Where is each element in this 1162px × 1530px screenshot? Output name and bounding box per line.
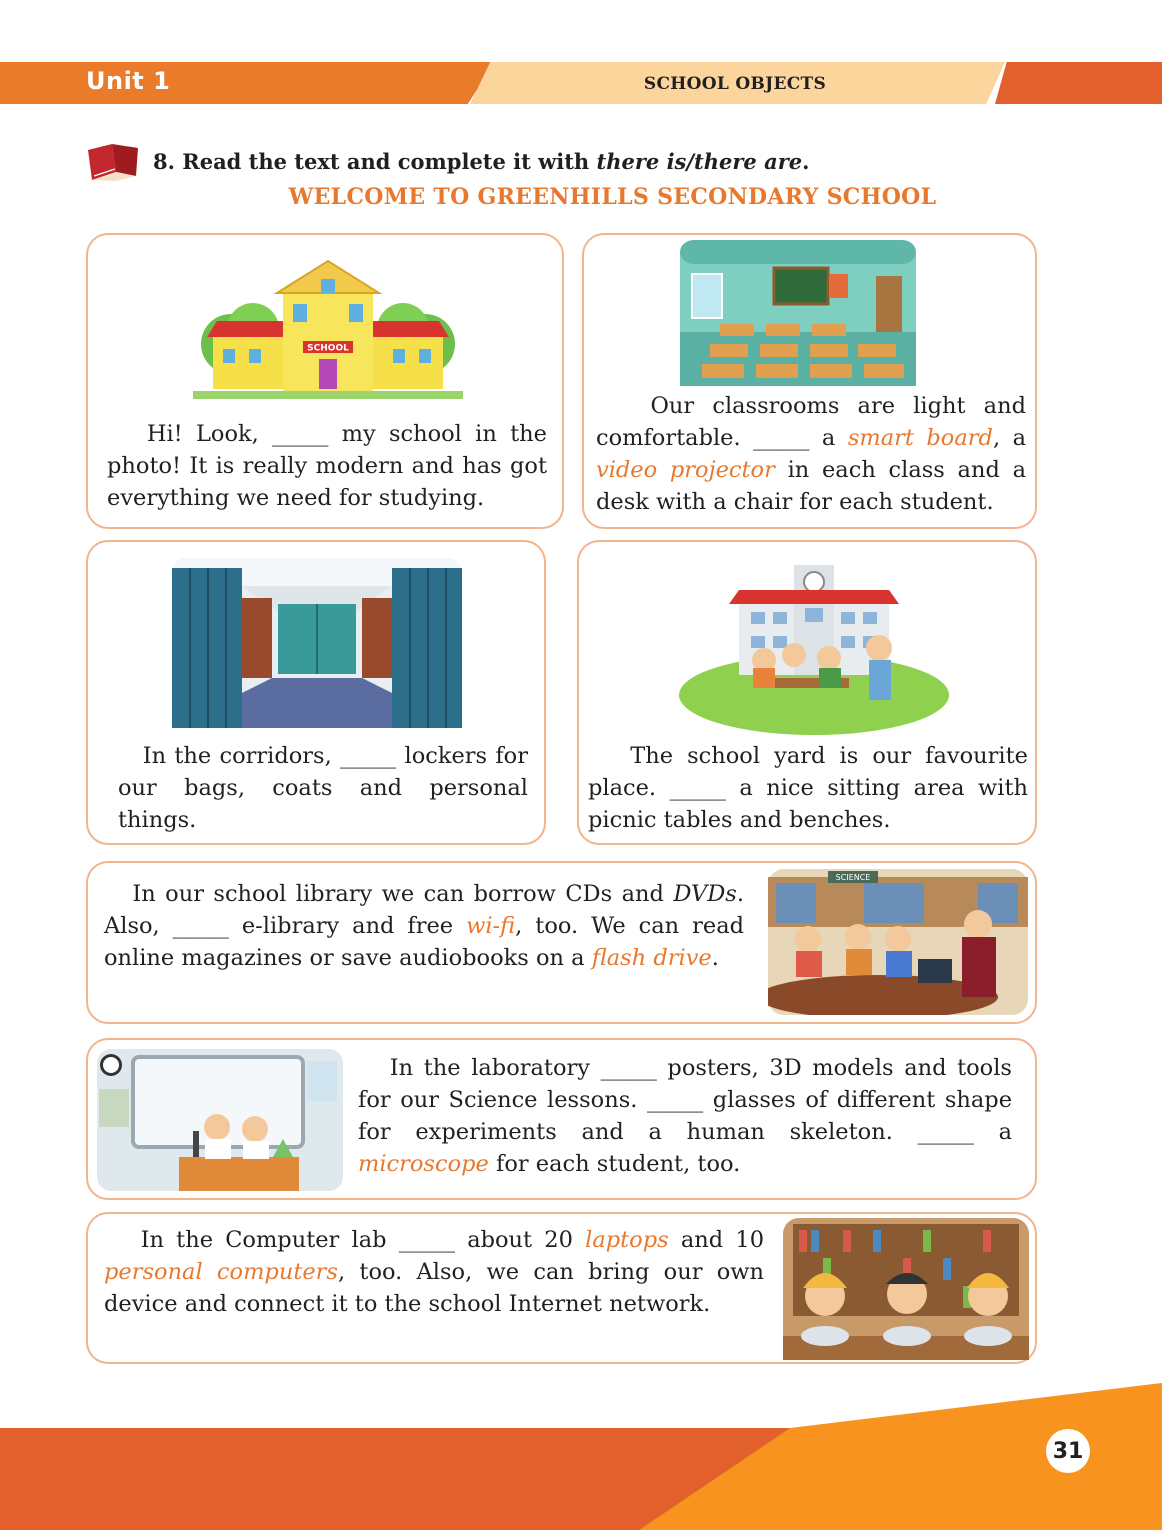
- card-library: [86, 861, 1037, 1024]
- card-corridor: [86, 540, 546, 845]
- laboratory-image: [97, 1049, 343, 1191]
- laboratory-text: In the laboratory _____ posters, 3D models and tools for our Science lessons. _____ glasses of different shape for experiments and a human skeleton. _____ a microscope for each student, too.: [358, 1055, 1013, 1177]
- card-school: [86, 233, 564, 529]
- exercise-instruction: [153, 149, 809, 174]
- page-number: 31: [1052, 1438, 1084, 1464]
- exercise-number: 8.: [153, 149, 175, 174]
- school-yard-image: [679, 560, 949, 735]
- corridor-image: [172, 558, 462, 728]
- library-text: In our school library we can borrow CDs and DVDs. Also, _____ e-library and free wi-fi, too. We can read online magazines or save audiobooks on a flash drive.: [104, 881, 745, 971]
- school-building-image: [193, 249, 463, 409]
- header-band-left: [0, 62, 495, 104]
- library-image: [768, 869, 1028, 1015]
- card-classroom: [582, 233, 1037, 529]
- card-computer-lab: [86, 1212, 1037, 1364]
- instruction-emphasis: there is/there are: [596, 149, 803, 174]
- red-book-icon: [86, 142, 142, 182]
- unit-label: Unit 1: [86, 67, 171, 95]
- school-text: Hi! Look, _____ my school in the photo! It is really modern and has got everything we need for studying.: [107, 421, 547, 511]
- classroom-image: [680, 240, 916, 386]
- school-sign-text: SCHOOL: [307, 343, 349, 354]
- library-sign-text: SCIENCE: [835, 873, 871, 882]
- computer-lab-text: In the Computer lab _____ about 20 laptops and 10 personal computers, too. Also, we can bring our own device and connect it to the school Internet network.: [104, 1227, 765, 1317]
- classroom-text: Our classrooms are light and comfortable. _____ a smart board, a video projector in each class and a desk with a chair for each student.: [596, 393, 1027, 515]
- instruction-text: Read the text and complete it with: [182, 149, 590, 174]
- card-yard: [577, 540, 1037, 845]
- instruction-end: .: [802, 149, 810, 174]
- section-title: SCHOOL OBJECTS: [643, 74, 827, 94]
- card-laboratory: [86, 1038, 1037, 1200]
- header-band-right: [995, 62, 1162, 104]
- yard-text: The school yard is our favourite place. _____ a nice sitting area with picnic tables and benches.: [588, 743, 1029, 833]
- corridor-text: In the corridors, _____ lockers for our bags, coats and personal things.: [118, 743, 528, 833]
- computer-lab-image: [783, 1218, 1029, 1360]
- exercise-title: WELCOME TO GREENHILLS SECONDARY SCHOOL: [288, 184, 937, 210]
- page-number-badge: [1046, 1429, 1090, 1473]
